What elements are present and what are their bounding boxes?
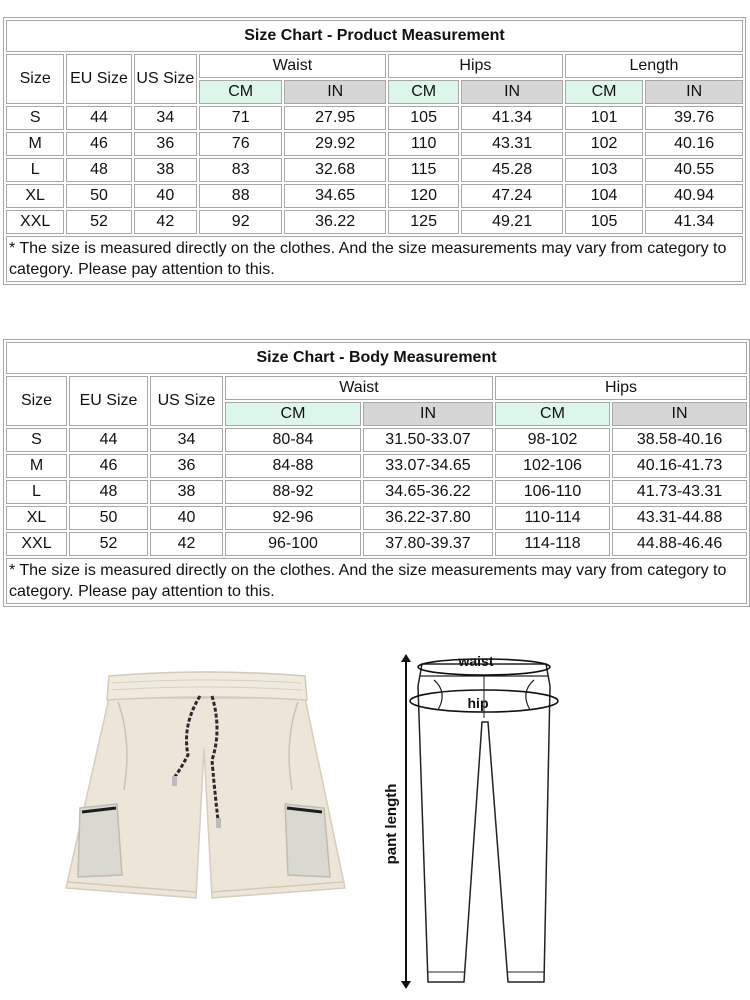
table-cell: 36.22 <box>284 210 386 234</box>
table-cell: M <box>6 132 64 156</box>
table-cell: 80-84 <box>225 428 361 452</box>
table-cell: 40 <box>134 184 197 208</box>
table-cell: 36.22-37.80 <box>363 506 493 530</box>
header-hips: Hips <box>495 376 747 400</box>
table-cell: 52 <box>66 210 131 234</box>
table-cell: 98-102 <box>495 428 610 452</box>
table-cell: 41.34 <box>461 106 563 130</box>
pants-measurement-diagram <box>378 652 568 992</box>
table-cell: 33.07-34.65 <box>363 454 493 478</box>
table-cell: 43.31 <box>461 132 563 156</box>
table-cell: 44.88-46.46 <box>612 532 747 556</box>
table-cell: L <box>6 480 67 504</box>
table-cell: 105 <box>565 210 643 234</box>
table-row <box>6 106 743 130</box>
table-cell: 42 <box>150 532 223 556</box>
table-cell: 47.24 <box>461 184 563 208</box>
table-cell: 29.92 <box>284 132 386 156</box>
header-length-cm: CM <box>565 80 643 104</box>
body-size-table <box>3 339 750 607</box>
table-row <box>6 532 747 556</box>
table-cell: 40.16-41.73 <box>612 454 747 478</box>
table-cell: 34.65-36.22 <box>363 480 493 504</box>
cargo-pocket-left <box>78 804 122 877</box>
table-cell: 37.80-39.37 <box>363 532 493 556</box>
table-cell: 50 <box>69 506 148 530</box>
table-cell: 40.55 <box>645 158 743 182</box>
header-hips-in: IN <box>612 402 747 426</box>
table-row <box>6 210 743 234</box>
table-cell: L <box>6 158 64 182</box>
table-cell: 44 <box>69 428 148 452</box>
table-cell: 45.28 <box>461 158 563 182</box>
header-hips: Hips <box>388 54 563 78</box>
header-size: Size <box>6 376 67 426</box>
table-cell: 92 <box>199 210 282 234</box>
header-hips-cm: CM <box>495 402 610 426</box>
table-cell: 92-96 <box>225 506 361 530</box>
table-cell: 34.65 <box>284 184 386 208</box>
table-cell: 40 <box>150 506 223 530</box>
table-cell: 42 <box>134 210 197 234</box>
shorts-waistband <box>107 672 307 700</box>
table-cell: 36 <box>150 454 223 478</box>
table-cell: 114-118 <box>495 532 610 556</box>
table-cell: 110 <box>388 132 459 156</box>
table-cell: 101 <box>565 106 643 130</box>
table-cell: 105 <box>388 106 459 130</box>
table-cell: 96-100 <box>225 532 361 556</box>
table-cell: XL <box>6 184 64 208</box>
table-cell: 38.58-40.16 <box>612 428 747 452</box>
table-cell: 76 <box>199 132 282 156</box>
table-cell: 84-88 <box>225 454 361 478</box>
table-cell: 103 <box>565 158 643 182</box>
table-cell: XL <box>6 506 67 530</box>
header-waist-in: IN <box>284 80 386 104</box>
table-cell: 125 <box>388 210 459 234</box>
table-cell: 40.16 <box>645 132 743 156</box>
pant-length-label: pant length <box>383 783 400 865</box>
product-chart-note: * The size is measured directly on the clothes. And the size measurements may vary from category to category. Please pay attention to this. <box>6 236 743 282</box>
body-size-chart <box>3 339 746 607</box>
body-chart-note: * The size is measured directly on the clothes. And the size measurements may vary from category to category. Please pay attention to this. <box>6 558 747 604</box>
table-cell: 46 <box>69 454 148 478</box>
header-eu-size: EU Size <box>66 54 131 104</box>
table-row <box>6 454 747 478</box>
table-cell: XXL <box>6 210 64 234</box>
table-row <box>6 480 747 504</box>
shorts-product-image <box>62 670 347 915</box>
hip-label: hip <box>467 695 489 711</box>
table-cell: 40.94 <box>645 184 743 208</box>
table-cell: 44 <box>66 106 131 130</box>
table-cell: 71 <box>199 106 282 130</box>
product-chart-title: Size Chart - Product Measurement <box>6 20 743 52</box>
table-cell: 34 <box>134 106 197 130</box>
table-cell: 104 <box>565 184 643 208</box>
table-cell: 27.95 <box>284 106 386 130</box>
table-cell: 46 <box>66 132 131 156</box>
table-row <box>6 506 747 530</box>
table-row <box>6 428 747 452</box>
table-cell: 43.31-44.88 <box>612 506 747 530</box>
header-hips-in: IN <box>461 80 563 104</box>
table-cell: 41.73-43.31 <box>612 480 747 504</box>
header-waist: Waist <box>199 54 386 78</box>
table-cell: 39.76 <box>645 106 743 130</box>
product-size-chart <box>3 17 746 285</box>
table-row <box>6 158 743 182</box>
table-cell: 49.21 <box>461 210 563 234</box>
header-us-size: US Size <box>150 376 223 426</box>
table-cell: 38 <box>150 480 223 504</box>
table-cell: 88-92 <box>225 480 361 504</box>
table-cell: 106-110 <box>495 480 610 504</box>
table-cell: 110-114 <box>495 506 610 530</box>
header-waist-in: IN <box>363 402 493 426</box>
header-hips-cm: CM <box>388 80 459 104</box>
table-cell: 31.50-33.07 <box>363 428 493 452</box>
body-chart-title: Size Chart - Body Measurement <box>6 342 747 374</box>
header-eu-size: EU Size <box>69 376 148 426</box>
table-cell: XXL <box>6 532 67 556</box>
table-cell: 52 <box>69 532 148 556</box>
table-cell: 120 <box>388 184 459 208</box>
header-size: Size <box>6 54 64 104</box>
table-row <box>6 184 743 208</box>
header-waist-cm: CM <box>199 80 282 104</box>
header-length-in: IN <box>645 80 743 104</box>
table-cell: 32.68 <box>284 158 386 182</box>
header-length: Length <box>565 54 743 78</box>
table-cell: 48 <box>69 480 148 504</box>
table-cell: 102 <box>565 132 643 156</box>
table-cell: 88 <box>199 184 282 208</box>
table-row <box>6 132 743 156</box>
product-size-table <box>3 17 746 285</box>
table-cell: 34 <box>150 428 223 452</box>
table-cell: S <box>6 428 67 452</box>
cargo-pocket-right <box>285 804 330 877</box>
table-cell: 38 <box>134 158 197 182</box>
table-cell: 48 <box>66 158 131 182</box>
table-cell: 115 <box>388 158 459 182</box>
table-cell: M <box>6 454 67 478</box>
table-cell: S <box>6 106 64 130</box>
waist-label: waist <box>458 653 494 669</box>
header-waist: Waist <box>225 376 493 400</box>
table-cell: 102-106 <box>495 454 610 478</box>
table-cell: 50 <box>66 184 131 208</box>
table-cell: 41.34 <box>645 210 743 234</box>
table-cell: 36 <box>134 132 197 156</box>
header-us-size: US Size <box>134 54 197 104</box>
table-cell: 83 <box>199 158 282 182</box>
header-waist-cm: CM <box>225 402 361 426</box>
